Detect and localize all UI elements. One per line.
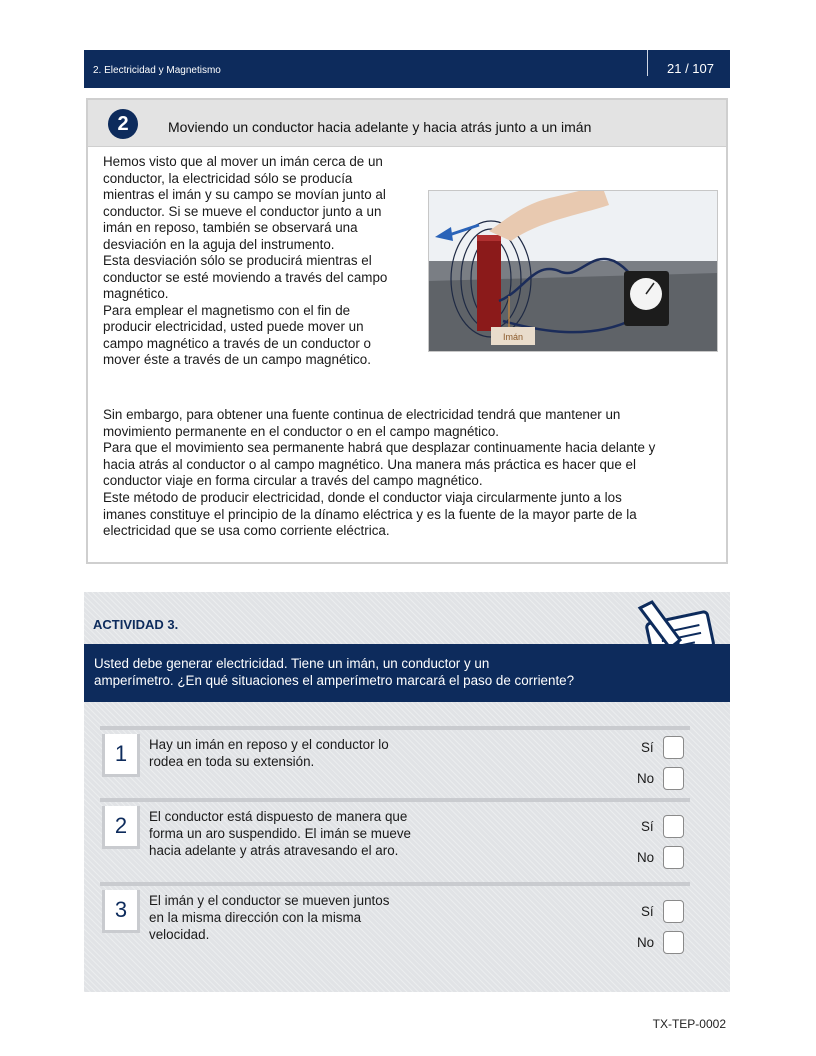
yes-label: Sí bbox=[641, 819, 654, 834]
no-label: No bbox=[637, 935, 655, 950]
item-number: 3 bbox=[102, 890, 140, 933]
item-text: El conductor está dispuesto de manera que forma un aro suspendido. El imán se mueve hacia adelante y atrás atravesando el aro. bbox=[149, 809, 412, 858]
yes-label: Sí bbox=[641, 740, 654, 755]
activity-question-bar bbox=[84, 644, 730, 702]
item-number: 2 bbox=[102, 806, 140, 849]
item-text: El imán y el conductor se mueven juntos en la misma dirección con la misma velocidad. bbox=[149, 893, 390, 942]
topic-title: Moviendo un conductor hacia adelante y hacia atrás junto a un imán bbox=[168, 119, 592, 135]
question-item-2 bbox=[100, 798, 690, 878]
no-label: No bbox=[637, 771, 655, 786]
topic-box bbox=[86, 98, 728, 564]
item-text: Hay un imán en reposo y el conductor lo rodea en toda su extensión. bbox=[149, 737, 389, 769]
page-header bbox=[84, 50, 730, 88]
no-checkbox[interactable] bbox=[663, 846, 684, 869]
question-item-3 bbox=[100, 882, 690, 962]
activity-title: ACTIVIDAD 3. bbox=[93, 617, 179, 632]
yes-checkbox[interactable] bbox=[663, 900, 684, 923]
item-number: 1 bbox=[102, 734, 140, 777]
topic-paragraph-1: Hemos visto que al mover un imán cerca de un conductor, la electricidad sólo se producía mientras el imán y su campo se movían junto al conductor. Si se mueve el conductor junto a un imán en reposo, también se observará una desviación en la aguja del instrumento. Esta desviación sólo se producirá mientras el conductor se esté moviendo a través del campo magnético. Para emplear el magnetismo con el fin de producir electricidad, usted puede mover un campo magnético a través de un conductor o mover éste a través de un campo magnético. bbox=[103, 154, 388, 367]
magnet-label: Imán bbox=[502, 332, 524, 342]
section-title: 2. Electricidad y Magnetismo bbox=[93, 65, 221, 76]
no-checkbox[interactable] bbox=[663, 931, 684, 954]
header-divider bbox=[647, 50, 648, 76]
activity-panel bbox=[84, 592, 730, 992]
no-label: No bbox=[637, 850, 655, 865]
yes-label: Sí bbox=[641, 904, 654, 919]
yes-checkbox[interactable] bbox=[663, 815, 684, 838]
magnet-icon bbox=[477, 235, 501, 331]
yes-checkbox[interactable] bbox=[663, 736, 684, 759]
no-checkbox[interactable] bbox=[663, 767, 684, 790]
topic-paragraph-2: Sin embargo, para obtener una fuente continua de electricidad tendrá que mantener un movimiento permanente en el conductor o en el campo magnético. Para que el movimiento sea permanente habrá que desplazar continuamente hacia delante y hacia atrás al conductor o al campo magnético. Una manera más práctica es hacer que el conductor viaje en forma circular a través del campo magnético. Este método de producir electricidad, donde el conductor viaja circularmente junto a los imanes constituye el principio de la dínamo eléctrica y es la fuente de la mayor parte de la electricidad que se usa como corriente eléctrica. bbox=[103, 407, 656, 539]
question-item-1 bbox=[100, 726, 690, 806]
activity-question: Usted debe generar electricidad. Tiene un imán, un conductor y un amperímetro. ¿En qué situaciones el amperímetro marcará el paso de corriente? bbox=[94, 656, 575, 688]
illustration-svg bbox=[429, 191, 718, 352]
document-code: TX-TEP-0002 bbox=[652, 1017, 726, 1031]
magnet-conductor-illustration bbox=[428, 190, 718, 352]
topic-number-badge: 2 bbox=[108, 109, 138, 139]
topic-titlebar bbox=[88, 100, 726, 147]
page-number: 21 / 107 bbox=[667, 61, 714, 76]
